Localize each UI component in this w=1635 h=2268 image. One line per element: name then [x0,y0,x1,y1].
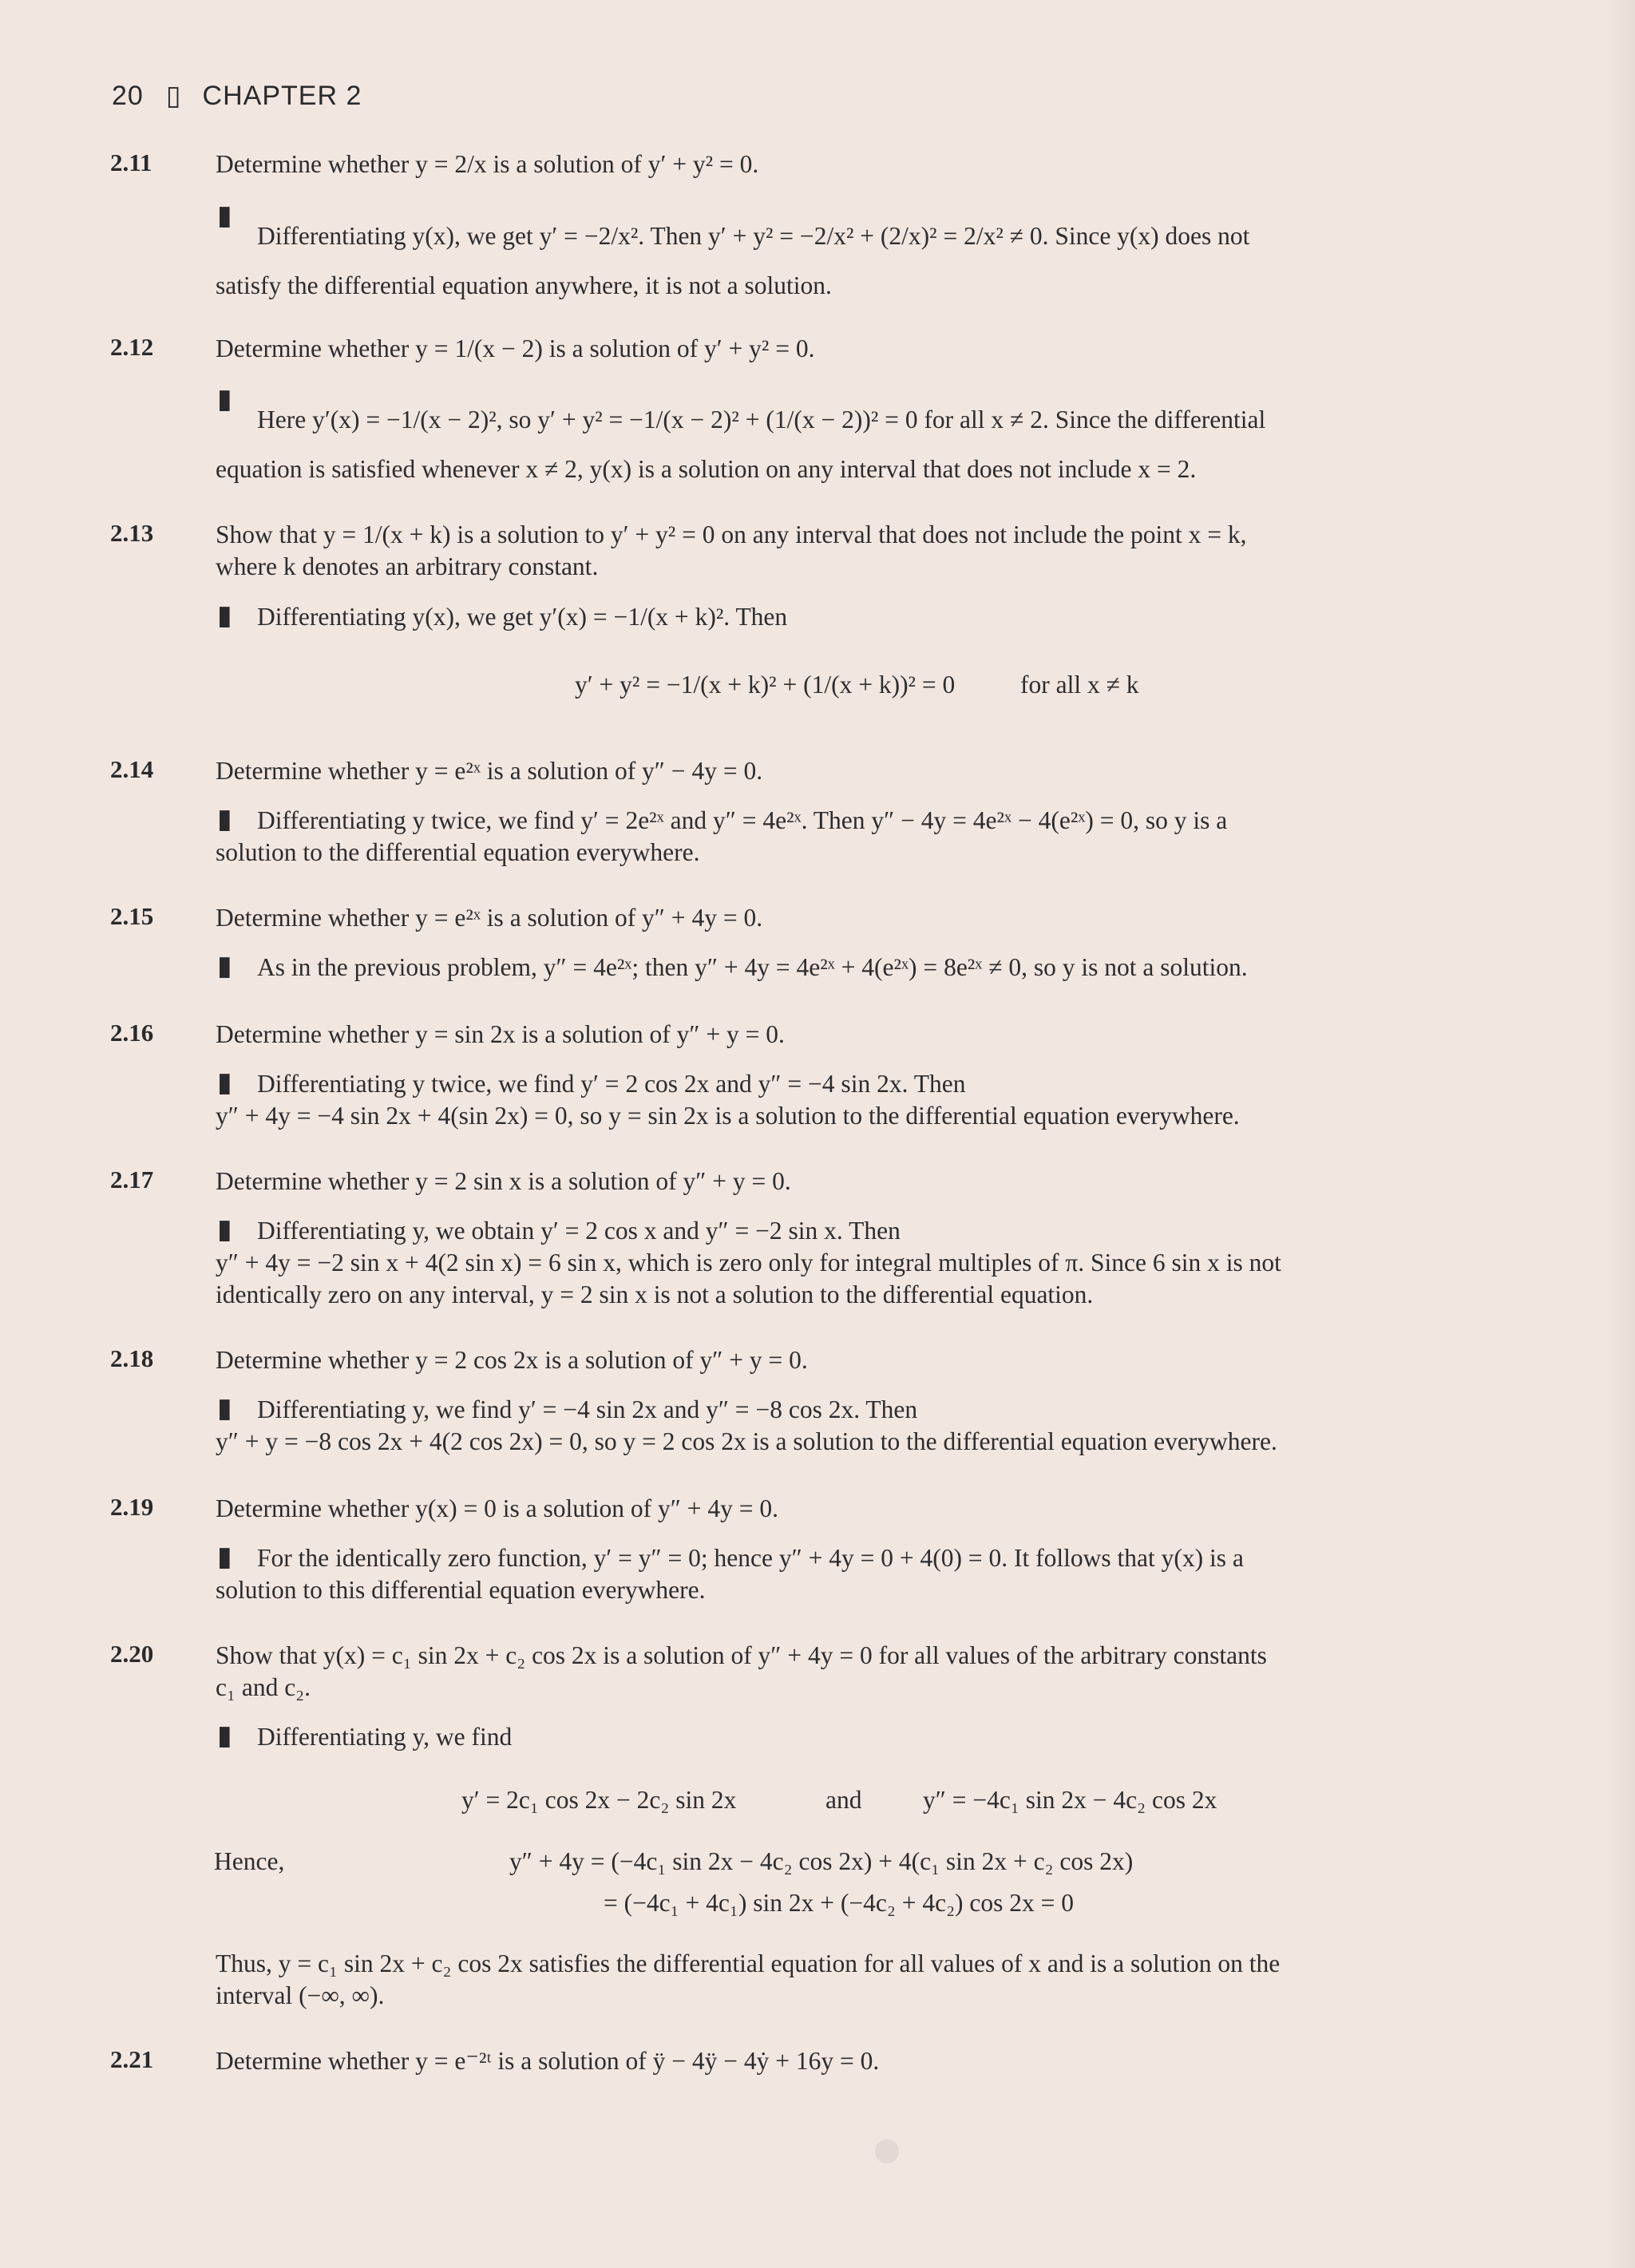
running-header [112,80,362,112]
problem-statement: Show that y = 1/(x + k) is a solution to y′ + y² = 0 on any interval that does not include the point x = k, [216,520,1247,548]
problem-number: 2.16 [110,1019,154,1047]
solution-marker: ▮ [217,1213,232,1245]
problem-statement: Determine whether y = 1/(x − 2) is a solution of y′ + y² = 0. [216,334,815,362]
solution-marker: ▮ [217,950,232,982]
solution-marker: ▮ [217,200,232,232]
problem-statement: Determine whether y = e⁻²ᵗ is a solution of ÿ − 4ÿ − 4ẏ + 16y = 0. [216,2047,880,2075]
solution-line: interval (−∞, ∞). [216,1981,385,2009]
display-equation: y′ + y² = −1/(x + k)² + (1/(x + k))² = 0 [575,671,956,699]
solution-line: For the identically zero function, y′ = y″ = 0; hence y″ + 4y = 0 + 4(0) = 0. It follows that y(x) is a [257,1544,1244,1572]
solution-line: Differentiating y(x), we get y′ = −2/x². Then y′ + y² = −2/x² + (2/x)² = 2/x² ≠ 0. Since y(x) does not [257,222,1250,250]
solution-line: As in the previous problem, y″ = 4e²ˣ; then y″ + 4y = 4e²ˣ + 4(e²ˣ) = 8e²ˣ ≠ 0, so y is not a solution. [257,953,1248,981]
problem-number: 2.18 [110,1344,154,1372]
solution-line: solution to the differential equation everywhere. [216,838,700,866]
display-equation: y′ = 2c₁ cos 2x − 2c₂ sin 2x [461,1786,737,1814]
solution-line: Differentiating y twice, we find y′ = 2e²ˣ and y″ = 4e²ˣ. Then y″ − 4y = 4e²ˣ − 4(e²ˣ) = 0, so y is a [257,806,1228,834]
solution-marker: ▮ [217,1720,232,1751]
solution-line: Differentiating y, we obtain y′ = 2 cos x and y″ = −2 sin x. Then [257,1217,901,1245]
solution-line: Thus, y = c₁ sin 2x + c₂ cos 2x satisfies the differential equation for all values of x and is a solution on the [216,1949,1281,1977]
solution-line: Differentiating y, we find [257,1723,513,1751]
equation-connector: and [825,1786,862,1814]
display-equation: y″ + 4y = (−4c₁ sin 2x − 4c₂ cos 2x) + 4(c₁ sin 2x + c₂ cos 2x) [509,1847,1134,1875]
paper-spot [875,2139,899,2163]
chapter-title: CHAPTER 2 [202,81,362,111]
problem-statement: Determine whether y(x) = 0 is a solution of y″ + 4y = 0. [216,1494,779,1522]
problem-statement: c₁ and c₂. [216,1673,311,1701]
solution-line: identically zero on any interval, y = 2 sin x is not a solution to the differential equation. [216,1280,1094,1308]
display-equation: = (−4c₁ + 4c₁) sin 2x + (−4c₂ + 4c₂) cos 2x = 0 [604,1889,1075,1917]
problem-number: 2.17 [110,1166,154,1193]
problem-statement: Determine whether y = 2 sin x is a solution of y″ + y = 0. [216,1167,791,1195]
display-equation: y″ = −4c₁ sin 2x − 4c₂ cos 2x [923,1786,1217,1814]
solution-line: Differentiating y twice, we find y′ = 2 cos 2x and y″ = −4 sin 2x. Then [257,1070,966,1098]
problem-statement: Determine whether y = 2 cos 2x is a solution of y″ + y = 0. [216,1346,808,1374]
solution-line: y″ + 4y = −4 sin 2x + 4(sin 2x) = 0, so y = sin 2x is a solution to the differential equation everywhere. [216,1102,1240,1130]
problem-statement: Determine whether y = e²ˣ is a solution of y″ + 4y = 0. [216,904,763,932]
equation-lead: Hence, [214,1847,285,1875]
equation-note: for all x ≠ k [1020,671,1139,699]
page-edge-shadow [1606,0,1635,2268]
problem-number: 2.19 [110,1493,154,1521]
solution-marker: ▮ [217,1541,232,1573]
solution-line: Differentiating y(x), we get y′(x) = −1/(x + k)². Then [257,603,788,631]
solution-line: solution to this differential equation everywhere. [216,1576,706,1604]
solution-line: Differentiating y, we find y′ = −4 sin 2x and y″ = −8 cos 2x. Then [257,1395,918,1423]
solution-marker: ▮ [217,383,232,415]
problem-number: 2.20 [110,1640,154,1668]
problem-statement: where k denotes an arbitrary constant. [216,552,599,580]
solution-line: equation is satisfied whenever x ≠ 2, y(x) is a solution on any interval that does not include x = 2. [216,455,1197,483]
problem-number: 2.15 [110,902,154,930]
problem-number: 2.14 [110,755,154,783]
problem-number: 2.12 [110,333,154,361]
solution-marker: ▮ [217,1392,232,1424]
solution-marker: ▮ [217,600,232,631]
solution-line: satisfy the differential equation anywhere, it is not a solution. [216,271,832,299]
page-number: 20 [112,81,144,111]
problem-statement: Determine whether y = e²ˣ is a solution of y″ − 4y = 0. [216,757,763,785]
solution-line: y″ + 4y = −2 sin x + 4(2 sin x) = 6 sin x, which is zero only for integral multiples of π. Since 6 sin x is not [216,1249,1281,1276]
problem-number: 2.11 [110,148,152,176]
solution-marker: ▮ [217,1067,232,1098]
problem-statement: Determine whether y = sin 2x is a solution of y″ + y = 0. [216,1020,785,1048]
problem-statement: Determine whether y = 2/x is a solution of y′ + y² = 0. [216,150,759,178]
problem-number: 2.21 [110,2045,154,2073]
problem-statement: Show that y(x) = c₁ sin 2x + c₂ cos 2x is a solution of y″ + 4y = 0 for all values of the arbitrary constants [216,1641,1267,1669]
solution-line: Here y′(x) = −1/(x − 2)², so y′ + y² = −1/(x − 2)² + (1/(x − 2))² = 0 for all x ≠ 2. Since the differential [257,406,1266,433]
solution-marker: ▮ [217,803,232,835]
header-separator: ▯ [165,81,182,111]
problem-number: 2.13 [110,519,154,547]
solution-line: y″ + y = −8 cos 2x + 4(2 cos 2x) = 0, so y = 2 cos 2x is a solution to the differential equation everywhere. [216,1427,1277,1455]
